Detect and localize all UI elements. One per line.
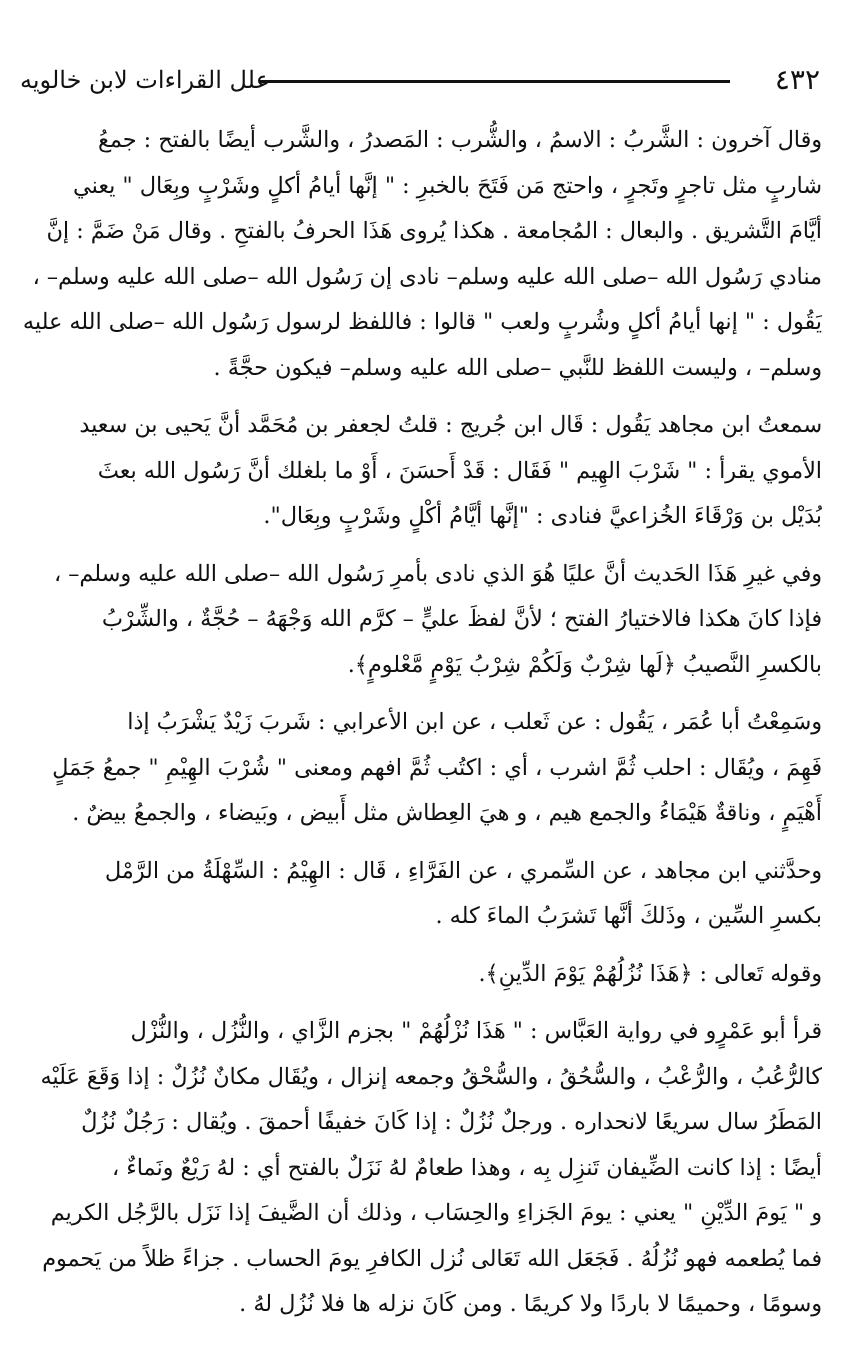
text-line: وسَمِعْتُ أبا عُمَر ، يَقُول : عن ثَعلب ، عن ابن الأعرابي : شَربَ زَيْدٌ يَشْرَبُ إذا [127,709,822,735]
running-title: علل القراءات لابن خالويه [20,66,270,94]
text-line: قرأ أبو عَمْرٍو في رواية العَبَّاس : " هَذَا نُزْلُهُمْ " بجزم الزَّاي ، والنُّزُل ، والنُّزْل [130,1018,822,1044]
paragraph [22,118,822,391]
page-header [20,60,820,100]
paragraph [22,403,822,540]
paragraph [22,700,822,837]
header-rule [260,80,730,83]
paragraph [22,952,822,998]
page-body [22,118,822,1340]
text-line: بُدَيْل بن وَرْقَاءَ الخُزاعيَّ فنادى : "إنَّها أيَّامُ أكْلٍ وشَرْبٍ وبِعَال". [263,503,822,529]
page-number: ٤٣٢ [774,63,820,96]
text-line: أَهْيَمٍ ، وناقةٌ هَيْمَاءُ والجمع هيم ، و هيَ العِطاش مثل أَبيض ، وبَيضاء ، والجمعُ بيضٌ . [72,800,822,826]
text-line: المَطَرُ سال سريعًا لانحداره . ورجلٌ نُزُلٌ : إذا كَانَ خفيفًا أحمقَ . ويُقال : رَجُلٌ نُزُلٌ [81,1109,822,1135]
text-line: سمعتُ ابن مجاهد يَقُول : قَال ابن جُريج : قلتُ لجعفر بن مُحَمَّد أنَّ يَحيى بن سعيد [79,412,822,438]
text-line: و " يَومَ الدِّيْنِ " يعني : يومَ الجَزاءِ والحِسَاب ، وذلك أن الضَّيفَ إذا نَزَل بالرَّجُل الكريم [50,1200,822,1226]
text-line: فما يُطعمه فهو نُزُلُهُ . فَجَعَل الله تَعَالى نُزل الكافرِ يومَ الحساب . جزاءً ظلاً من يَحموم [42,1245,822,1272]
text-line: وحدَّثني ابن مجاهد ، عن السِّمري ، عن الفَرَّاءِ ، قَال : الهِيْمُ : السِّهْلَةُ من الرَّمْل [104,857,822,884]
text-line: وقال آخرون : الشَّربُ : الاسمُ ، والشُّرب : المَصدرُ ، والشَّرب أيضًا بالفتح : جمعُ [97,127,822,153]
text-line: أيضًا : إذا كانت الضِّيفان تَنزِل بِه ، وهذا طعامٌ لهُ نَزَلٌ بالفتح أي : لهُ رَيْعٌ ونَماءٌ ، [112,1154,822,1181]
text-line: يَقُول : " إنها أيامُ أكلٍ وشُربٍ ولعب " قالوا : فاللفظ لرسول رَسُول الله –صلى الله عليه [22,309,822,335]
text-line: وسلم– ، وليست اللفظ للنَّبي –صلى الله عليه وسلم– فيكون حجَّةً . [213,354,822,381]
text-line: وقوله تَعالى : ﴿هَذَا نُزُلُهُمْ يَوْمَ الدِّينِ﴾. [478,960,822,987]
paragraph [22,552,822,689]
text-line: أيَّامَ التَّشريق . والبعال : المُجامعة . هكذا يُروى هَذَا الحرفُ بالفتحِ . وقال مَنْ ضَمَّ : إنَّ [46,218,822,244]
paragraph [22,849,822,940]
text-line: منادي رَسُول الله –صلى الله عليه وسلم– نادى إن رَسُول الله –صلى الله عليه وسلم– ، [32,263,822,290]
text-line: بكسرِ السِّين ، وذَلكَ أنَّها تَشرَبُ الماءَ كله . [435,903,822,929]
text-line: وسومًا ، وحميمًا لا باردًا ولا كريمًا . ومن كَانَ نزله ها فلا نُزُل لهُ . [239,1291,822,1317]
text-line: فإذا كانَ هكذا فالاختيارُ الفتح ؛ لأنَّ لفظَ عليٍّ – كرَّم الله وَجْهَهُ – حُجَّةٌ ، والشِّرْبُ [101,606,822,632]
text-line: وفي غيرِ هَذَا الحَديث أنَّ عليًا هُوَ الذي نادى بأمرِ رَسُول الله –صلى الله عليه وسلم– ، [53,560,822,587]
text-line: شاربٍ مثل تاجرٍ وتَجرٍ ، واحتج مَن فَتَحَ بالخبرِ : " إنَّها أيامُ أكلٍ وشَرْبٍ وبِعَال " يعني [73,172,822,199]
paragraph [22,1009,822,1328]
text-line: بالكسرِ النَّصيبُ ﴿لَها شِرْبٌ وَلَكُمْ شِرْبُ يَوْمٍ مَّعْلومٍ﴾. [347,651,822,678]
text-line: كالرُّعُبُ ، والرُّعْبُ ، والسُّحُقُ ، والسُّحْقُ وجمعه إنزال ، ويُقَال مكانٌ نُزُلٌ : إذا وَقَعَ عَلَيْه [40,1063,822,1090]
text-line: فَهِمَ ، ويُقَال : احلب ثُمَّ اشرب ، أي : اكتُب ثُمَّ افهم ومعنى " شُرْبَ الهِيْمِ " جمعُ جَمَلٍ [52,754,822,781]
text-line: الأموي يقرأ : " شَرْبَ الهِيم " فَقَال : قَدْ أَحسَنَ ، أَوْ ما بلغلك أنَّ رَسُول الله بعثَ [97,457,822,484]
